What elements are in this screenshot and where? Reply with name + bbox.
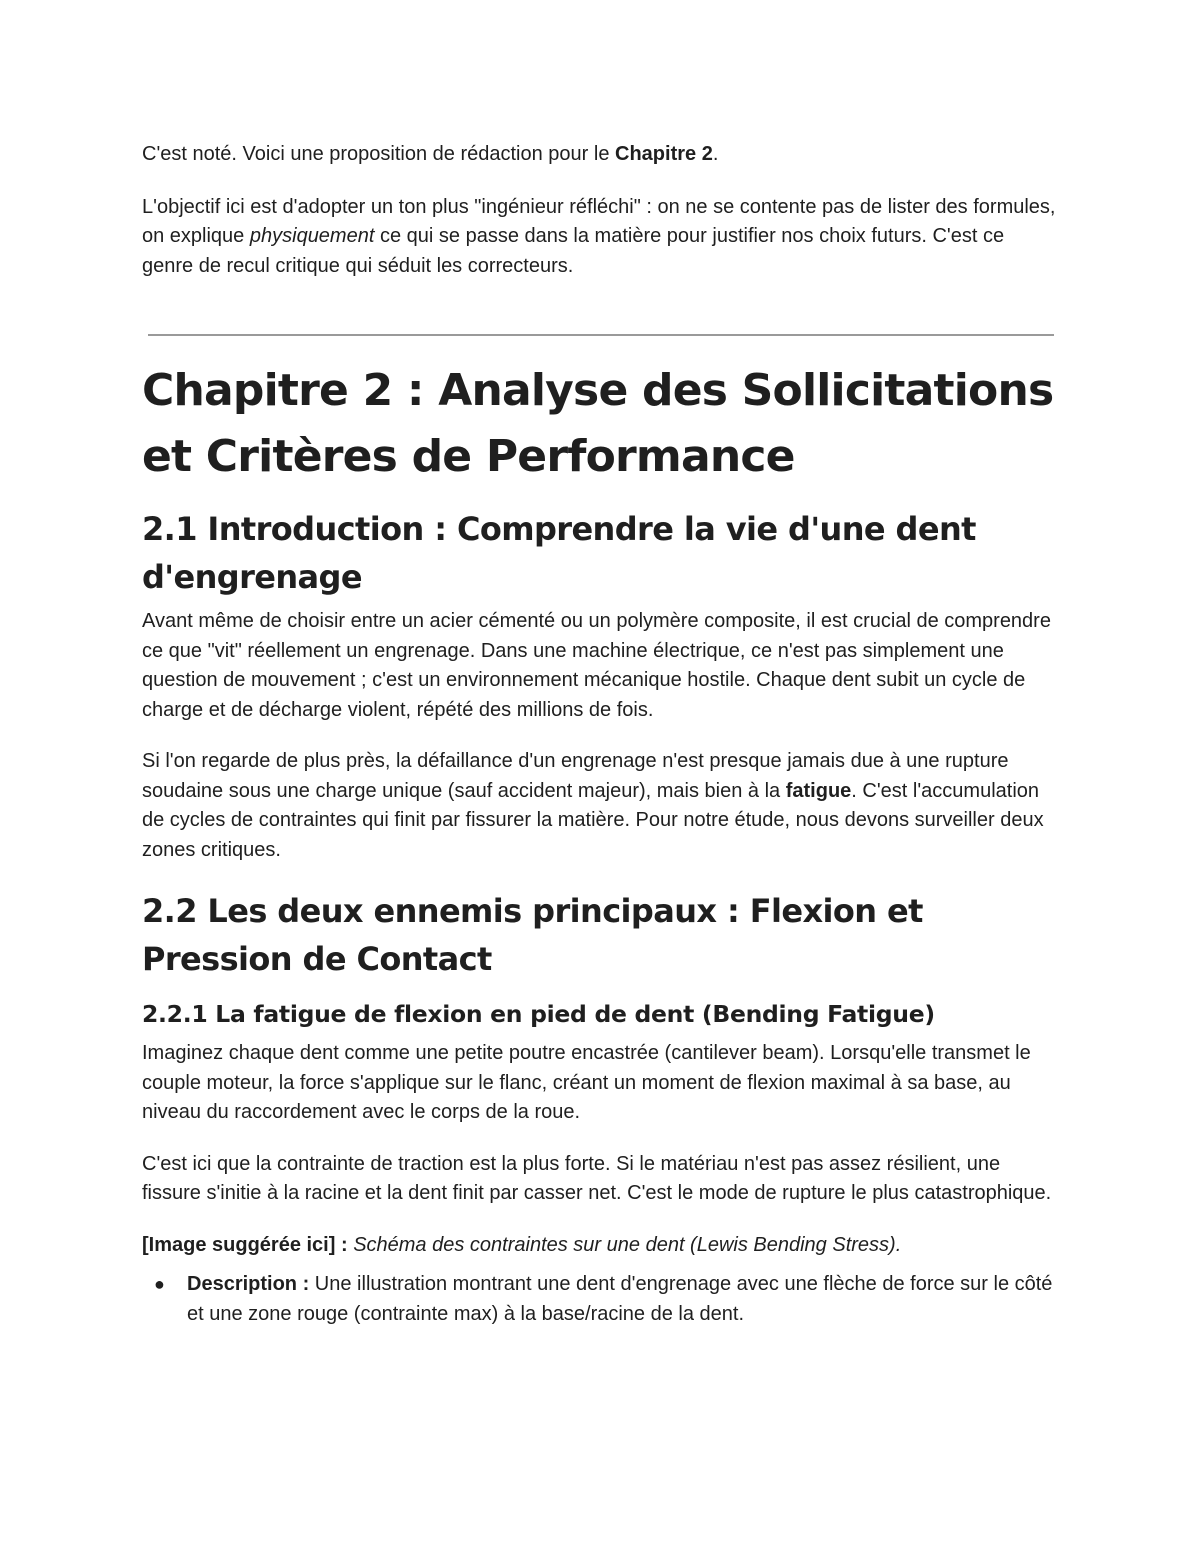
list-item-label: Description : (187, 1273, 310, 1295)
intro-p2-end: ce qui se passe dans la matière pour justifier nos choix futurs. C'est ce genre de recul critique qui séduit les correcteurs. (142, 225, 1005, 277)
intro-p2-text: L'objectif ici est d'adopter un ton plus "ingénieur réfléchi" : on ne se contente pas de lister des formules, on explique (142, 195, 1056, 247)
section-2-1-heading: 2.1 Introduction : Comprendre la vie d'une dent d'engrenage (142, 510, 976, 596)
section-2-2-1-heading: 2.2.1 La fatigue de flexion en pied de dent (Bending Fatigue) (142, 1000, 935, 1028)
section-2-2-1-paragraph-1: Imaginez chaque dent comme une petite poutre encastrée (cantilever beam). Lorsqu'elle transmet le couple moteur, la force s'applique sur le flanc, créant un moment de flexion maximal à sa base, au niveau du raccordement avec le corps de la roue. (142, 1042, 1031, 1123)
intro-paragraph-2 (142, 193, 1058, 282)
intro-p2-italic: physiquement (249, 225, 375, 247)
intro-p1-bold: Chapitre 2 (615, 143, 713, 165)
section-2-2-heading: 2.2 Les deux ennemis principaux : Flexion et Pression de Contact (142, 892, 923, 978)
section-2-1-p2-end: . C'est l'accumulation de cycles de contraintes qui finit par fissurer la matière. Pour notre étude, nous devons surveiller deux zones critiques. (142, 779, 1044, 861)
chapter-title: Chapitre 2 : Analyse des Sollicitations et Critères de Performance (142, 365, 1054, 482)
horizontal-divider (148, 334, 1054, 336)
description-list (142, 1270, 1058, 1329)
list-item (142, 1270, 1058, 1329)
section-2-1-paragraph-1: Avant même de choisir entre un acier cémenté ou un polymère composite, il est crucial de comprendre ce que "vit" réellement un engrenage. Dans une machine électrique, ce n'est pas simplement une question de mouvement ; c'est un environnement mécanique hostile. Chaque dent subit un cycle de charge et de décharge violent, répété des millions de fois. (142, 610, 1051, 721)
intro-paragraph-1 (142, 140, 1058, 170)
image-note-caption: Schéma des contraintes sur une dent (Lewis Bending Stress). (353, 1233, 902, 1256)
section-2-1-paragraph-2 (142, 747, 1058, 865)
section-2-1-p2-text: Si l'on regarde de plus près, la défaillance d'un engrenage n'est presque jamais due à une rupture soudaine sous une charge unique (sauf accident majeur), mais bien à la (142, 750, 1009, 802)
section-2-1-p2-bold: fatigue (785, 779, 852, 802)
section-2-2-1-paragraph-2: C'est ici que la contrainte de traction est la plus forte. Si le matériau n'est pas assez résilient, une fissure s'initie à la racine et la dent finit par casser net. C'est le mode de rupture le plus catastrophique. (142, 1152, 1052, 1204)
list-item-text: Une illustration montrant une dent d'engrenage avec une flèche de force sur le côté et une zone rouge (contrainte max) à la base/racine de la dent. (187, 1273, 1053, 1325)
image-suggestion-note (142, 1231, 1058, 1261)
image-note-label: [Image suggérée ici] : (142, 1233, 348, 1256)
intro-p1-end: . (712, 143, 719, 165)
bullet-icon: ● (154, 1274, 165, 1294)
intro-p1-text: C'est noté. Voici une proposition de rédaction pour le (142, 143, 616, 165)
